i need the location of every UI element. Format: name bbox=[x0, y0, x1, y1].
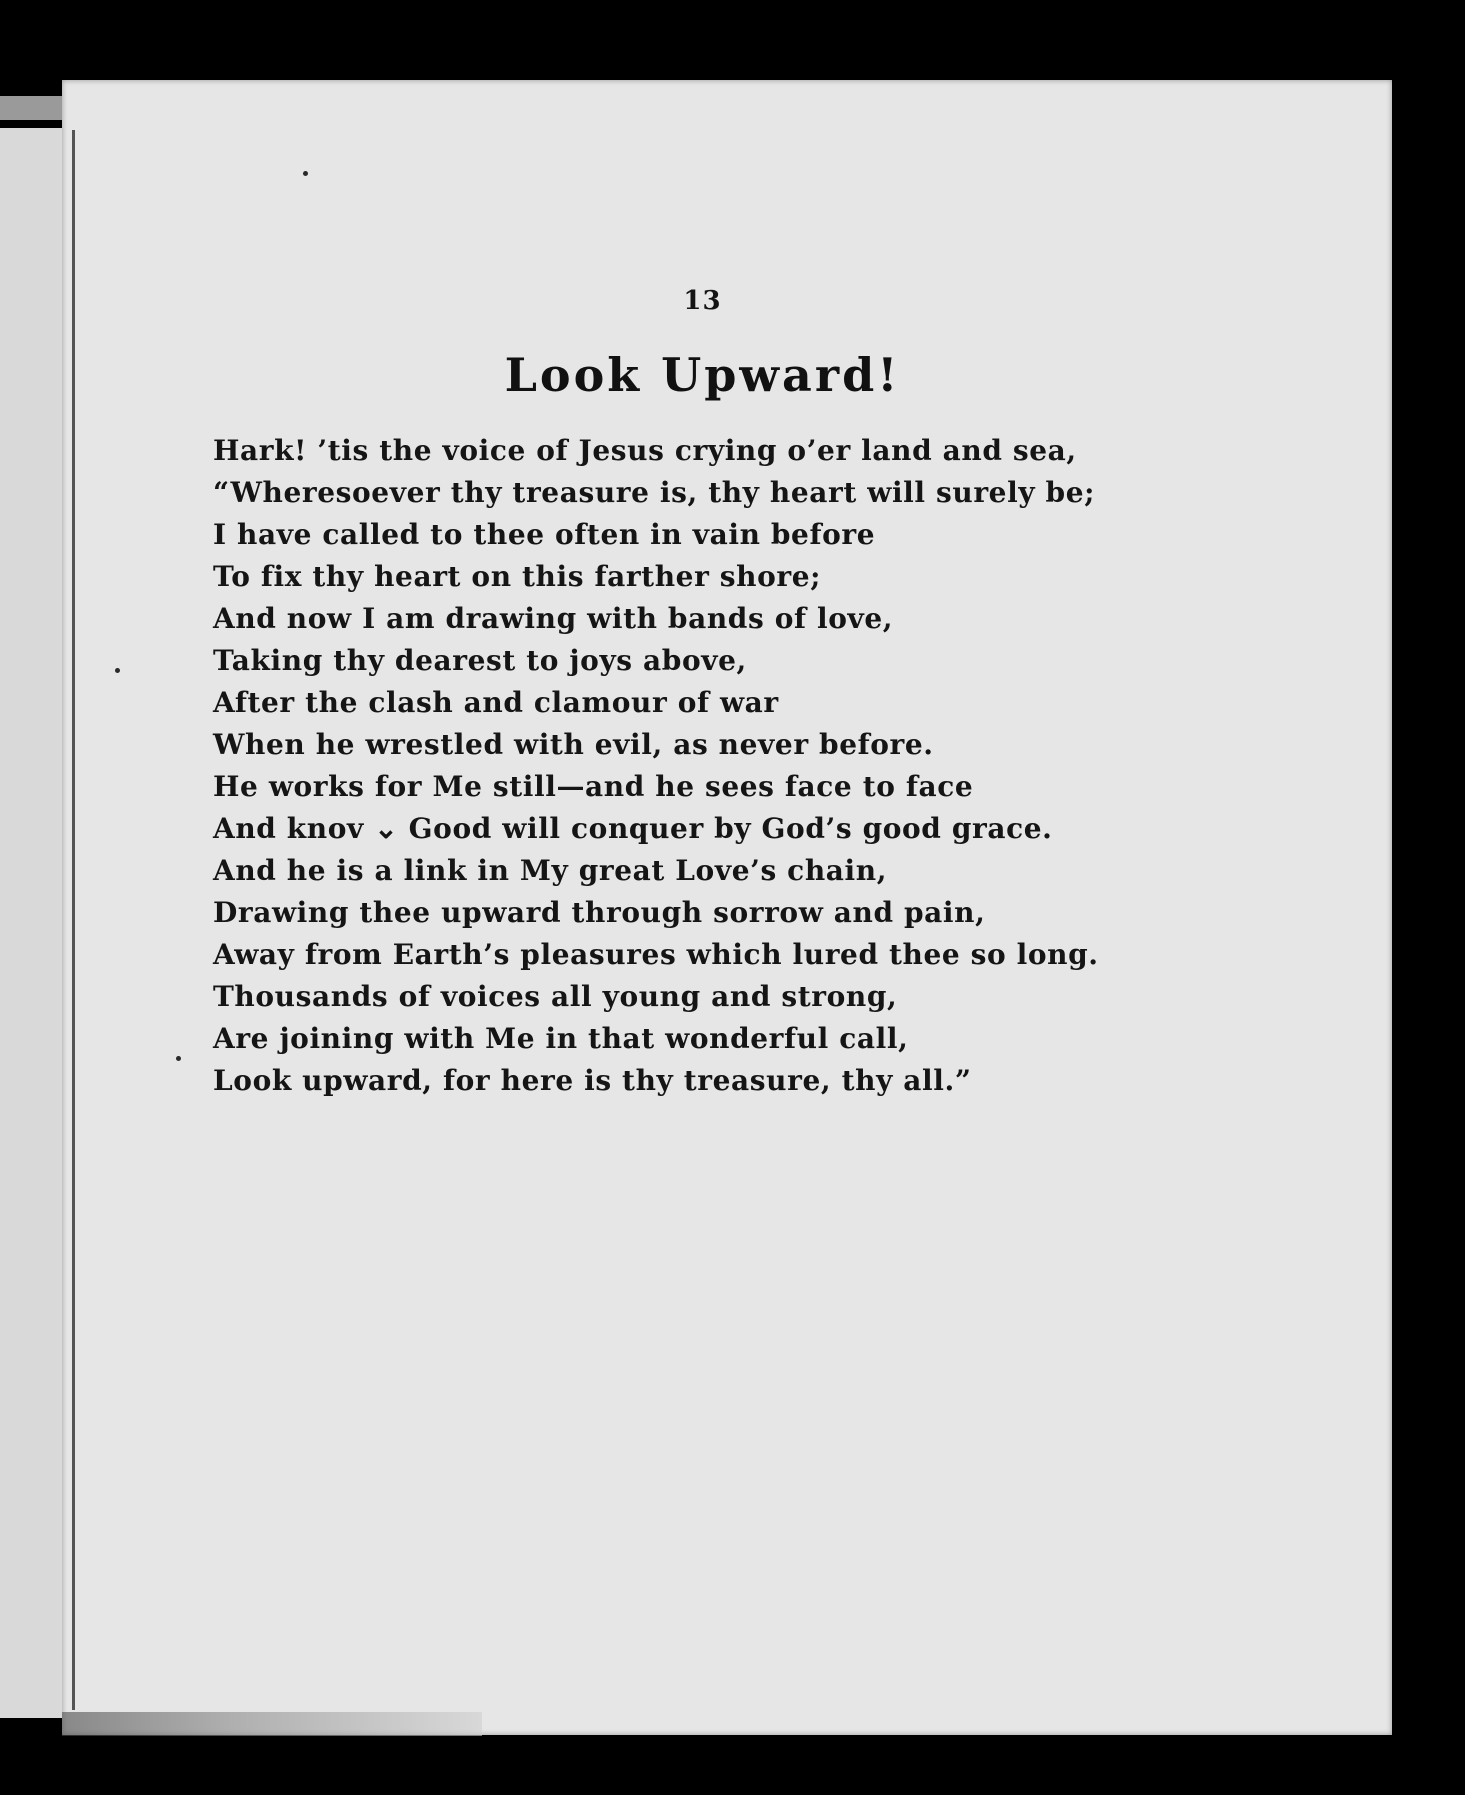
poem-line: Are joining with Me in that wonderful call, bbox=[213, 1022, 909, 1055]
poem-line: “Wheresoever thy treasure is, thy heart will surely be; bbox=[213, 476, 1096, 509]
page-number: 13 bbox=[683, 286, 722, 316]
poem-line: He works for Me still—and he sees face to face bbox=[213, 770, 974, 803]
poem-line: Drawing thee upward through sorrow and pain, bbox=[213, 896, 986, 929]
ink-speck bbox=[303, 171, 308, 176]
poem-line: And knov ⌄ Good will conquer by God’s good grace. bbox=[213, 812, 1053, 845]
ink-speck bbox=[115, 668, 120, 673]
poem-line: When he wrestled with evil, as never before. bbox=[213, 728, 934, 761]
poem-line: Hark! ’tis the voice of Jesus crying o’er land and sea, bbox=[213, 434, 1077, 467]
bottom-smudge bbox=[62, 1712, 482, 1736]
poem-line: I have called to thee often in vain before bbox=[213, 518, 876, 551]
poem-line: After the clash and clamour of war bbox=[213, 686, 779, 719]
poem-body bbox=[213, 430, 1213, 1102]
poem-line: Taking thy dearest to joys above, bbox=[213, 644, 747, 677]
poem-line: And now I am drawing with bands of love, bbox=[213, 602, 894, 635]
poem-line: Look upward, for here is thy treasure, thy all.” bbox=[213, 1064, 972, 1097]
poem-title: Look Upward! bbox=[504, 348, 901, 402]
ink-speck bbox=[176, 1056, 181, 1061]
poem-line: And he is a link in My great Love’s chain, bbox=[213, 854, 888, 887]
poem-line: Thousands of voices all young and strong, bbox=[213, 980, 898, 1013]
poem-line: Away from Earth’s pleasures which lured thee so long. bbox=[213, 938, 1099, 971]
poem-line: To fix thy heart on this farther shore; bbox=[213, 560, 822, 593]
